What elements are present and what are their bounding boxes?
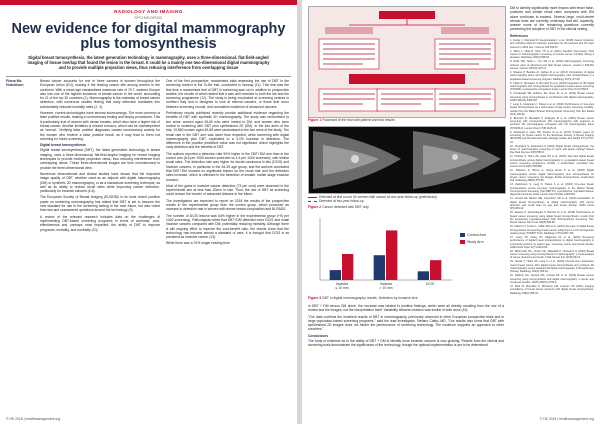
paragraph: The investigators are expected to report on 2018 the results of the prospective results in the experimental group than the control group, which produced an increase in detection rate in women with dense breast composition and BI-RADS. <box>166 198 289 212</box>
figure-1-caption-text: Flowchart of the trial with patient and trial results <box>322 118 395 122</box>
reference-item: 16. Gilbert FJ, Tucker L, Gillan MG et al. (2015) Accuracy of digital breast tomosynthesis for depicting breast cancer subgroups in a UK retrospective reading study (TOMMY Trial). Radiology 277(3):697-706. <box>510 225 594 235</box>
reference-item: 13. Zackrisson S, Lang K, Rosso A et al. (2018) One-view breast tomosynthesis versus two-view mammography in the Malmo Breast Tomosynthesis Screening Trial (MBTST): a prospective, population-based, diagnostic accuracy study. Lancet Oncol 19(11):1493-503. <box>510 183 594 197</box>
section-label: RADIOLOGY AND IMAGING <box>114 9 183 14</box>
lesion-left <box>351 155 359 163</box>
header-bar <box>0 0 297 5</box>
reference-item: 12. Pattacini P, Nitrosi A, Giorgi Rossi P et al. (2018) Digital mammography versus digital mammography plus tomosynthesis for breast cancer screening: the Reggio Emilia tomosynthesis randomized trial. Radiology 288(2):375-85. <box>510 169 594 183</box>
legend-item-2-label: Detected at two-year follow-up <box>319 199 364 203</box>
reference-item: 8. Bernardi D, Macaskill P, Pellegrini M et al. (2016) Breast cancer screening with tomosynthesis (3D mammography) with acquired or synthetic 2D mammography compared with 2D mammography alone (STORM-2). Lancet Oncol 17(8):1105-13. <box>510 116 594 130</box>
x-tick-label: > 10 mm <box>379 286 393 290</box>
figure-1-flowchart <box>308 6 506 118</box>
reference-item: 14. Conant EF, Barlow WE, Herschorn SD et al. (2019) Association of digital breast tomosynthesis vs digital mammography with cancer detection and recall rates by age and breast density. JAMA Oncol 5(5):635-42. <box>510 197 594 211</box>
subheading: Digital breast tomosynthesis <box>40 143 86 148</box>
article-title: New evidence for digital mammography plus tomosynthesis <box>11 21 286 52</box>
reference-item: 3. Duffy SW, Tabar L, Yen AM et al. (2020) Mammography screening reduces rates of advanced and fatal breast cancers: results in 549,091 women. Cancer 126(13):2971-9. <box>510 60 594 71</box>
author-byline: Fiona Mc Hutchison <box>6 79 24 88</box>
paragraph: The authors reported a detection rate 90% higher in the DBT+DM arm than in the control arm (8.6 per 1000 women screened vs 4.5 per 1000 screened), with similar recall rates. The detection rate was higher for ductal carcinoma in situ (DCIS) and invasive cancers, in particular in the 45-49 age group, and the authors concluded that DBT+DM showed no significant impact on the recall rate and the detection rates increase, which is reflected in the detection of smaller, earlier-stage invasive tumours. <box>166 151 289 182</box>
figure-2-images <box>308 126 506 194</box>
reference-item: 15. Skaane P, Sebuodegard S, Bandos AI et al. (2018) Performance of breast cancer screening using digital breast tomosynthesis: results from the prospective population-based Oslo Tomosynthesis Screening Trial. Breast Cancer Res Treat 169(3):489-96. <box>510 211 594 225</box>
paragraph: in DBT + DM versus DM alone, the increase was related to positive findings, which were all directly resulting from the use of a review and the images, not the interpretation itself. Variability between readers was similar in both arms (14). <box>308 304 504 313</box>
left-page <box>0 0 297 424</box>
flowchart-graphic <box>309 7 505 117</box>
paragraph: A review of the relevant research includes data on the challenges of implementing DBT-based screening programs in terms of workload, cost-effectiveness and, perhaps most important, the ability of DBT to improve prognosis, mortality, and morbidity (10). <box>40 214 160 232</box>
paragraph: However, current technologies have several shortcomings. The most common is false positive results, leading to unnecessary testing and biopsy procedures. This is particularly true of women with dense breasts, which also have a higher risk of breast cancer. Another limitation is missed tumours, which can be misinterpreted as 'normal'. Verifying false positive diagnoses causes unnecessary anxiety for the women who receive a false positive result, as it may lead to them not returning for future screening. <box>40 111 160 141</box>
paragraph: The European Society of Breast Imaging (EUSOBI) in its most recent position paper on screening mammography has stated that DBT is set to become the new standard for use in the screening setting in the near future, but also noted that new and unanswered questions around the technology (9). <box>40 195 160 213</box>
paragraph: "Our data confirms the excellent results of DBT in mammography, previously observed in other European prospective trials and in large population-based screening programs," said the lead investigator, Stefano Ciatto, MD. "Our results also show that DBT with synthesised 2D images does not hinder the performance of screening technology. The evidence supports an approach to other countries." <box>308 314 504 332</box>
reference-item: 19. Hovda T, Holen AS, Lang K et al. (2020) Interval and consecutive round breast cancer after digital breast tomosynthesis and synthetic 2D mammography versus standard 2D digital mammography in BreastScreen Norway. Radiology 294(2):256-64. <box>510 260 594 274</box>
legend-swatch-0 <box>460 233 465 237</box>
figure-3-label: Figure 3 <box>308 296 322 300</box>
subheading: Conclusions <box>308 333 329 338</box>
legend-label-0: Control Arm <box>467 233 486 237</box>
reference-item: 11. Hofvind S, Holen AS, Aase HS et al. (2019) Two-view digital breast tomosynthesis versus digital mammography in a population-based breast cancer screening programme (To-Be): a randomised, controlled trial. Lancet Oncol 20(6):795-805. <box>510 155 594 169</box>
figure-3-caption <box>308 296 504 300</box>
standfirst: Digital breast tomosynthesis, the latest generation technology in mammography, uses a three-dimensional, flat-field-angled imaging of tissue overlap that found the lesion in the breast. It could be a mainly one two-dimensional digital mammography and to provide multiple projection views, thus reducing interference from overlapping tissue <box>27 55 270 71</box>
paragraph: The body of evidence as to the ability of DBT + DM to identify more invasive cancers is now growing. Results from the clinical and screening trials demonstrate the significance of the technology, though the optimal implementation is yet to be determined. <box>308 339 504 348</box>
figure-2-caption-text: Cancer detected with DBT only <box>322 205 369 209</box>
mammogram-graphic <box>309 127 505 193</box>
flow-box-left <box>325 27 373 34</box>
paragraph: Preliminary results published recently provide additional evidence regarding the benefits of DBT with synthetic 2D mammography. The study was randomised to two arms: women aged 45-69 who were invited to DM, and women who were invited to screening with DBT plus synthesised 2D (DM). In the two arms of the trial, 19,560 women aged 45-69 were randomised to the two arms of the study. The recall rate in the DBT arm was lower than expected, while screening with digital mammography plus DBT, equivalent to a 4.1% increase in detection. The difference in the positive predictive value was not significant, which highlights the early detection and the benefits of DBT. <box>166 111 289 150</box>
right-page <box>302 0 600 424</box>
references-heading: References <box>510 33 529 38</box>
reference-item: 6. Friedewald SM, Rafferty EA, Rose SL et al. (2014) Breast cancer screening using tomosynthesis in combination with digital mammography. JAMA 311(24):2499-507. <box>510 92 594 102</box>
paragraph: Breast cancer accounts for one in three cancers in women throughout the European Union (EU), making it the leading cancer site among women in the continent. With a mean age standardised incidence rate of 79.7, western Europe also has one of the highest incidence of breast cancer in the world, accounting for 21 of the top 30 countries (1). Mammography is the mainstay of breast cancer detection, with numerous studies finding that early detection translates into substantially reduced mortality rates (2, 3). <box>40 79 160 109</box>
figure-1-caption <box>308 118 504 122</box>
bar-control-arm-0 <box>330 270 341 280</box>
paragraph: Digital breast tomosynthesis (DBT), the latest generation technology in breast imaging, uses a three-dimensional, flat-field-angled imaging for breast imaging techniques to provide multiple projection views, thus reducing interference from overlapping tissue. These three-dimensional images are then reconstructed to provide the three-dimensional view. <box>40 148 160 170</box>
bar-control-arm-1 <box>374 255 385 280</box>
bar-study-arm-1 <box>386 230 397 280</box>
legend-item-2 <box>308 199 504 203</box>
bar-control-arm-2 <box>418 271 429 280</box>
reference-item: 17. Lowry KP, Coley RY, Miglioretti DL et al. (2020) Screening performance of digital breast tomosynthesis vs digital mammography in community practice by patient age, screening round, and breast density. JAMA Netw Open 3(7):e2011792. <box>510 235 594 249</box>
paragraph: The number of DCIS lesions was 64% higher in the experimental group (+9) per 1000 screening). Pathologists noted that DBT+DM detected more DCIS and small invasive cancers compared with DM, potentially reducing mortality. Although there is still ongoing effort to improve the cost-benefit ratio, the results show that the technology has become almost a standard of care; it is thought that DCIS is as prevalent as invasive cancer (13). <box>166 213 289 240</box>
legend-label-1: Study Arm <box>467 240 484 244</box>
body-column-1 <box>40 79 160 409</box>
reference-item: 18. Marinovich ML, Hunter KE, Macaskill P, Houssami N (2018) Breast cancer screening using tomosynthesis or mammography: a meta-analysis of cancer detection and recall. J Natl Cancer Inst 110(9):942-9. <box>510 249 594 260</box>
reference-item: 21. Bahl M, Mercaldo S, McCarthy AM, Lehman CD (2021) Imaging surveillance of breast cancer survivors with digital breast tomosynthesis. Radiology 298(2):308-16. <box>510 285 594 295</box>
references-list <box>510 39 594 295</box>
flow-box-merge <box>349 74 465 84</box>
flow-box-top <box>379 11 435 19</box>
figure-3-caption-text: DBT in digital mammography results. Detection by invasive size <box>322 296 418 300</box>
reference-item: 20. Rafferty EA, Durand MA, Conant EF et al. (2016) Breast cancer screening using tomosynthesis and digital mammography in dense and nondense breasts. JAMA 315(16):1784-6. <box>510 274 594 285</box>
legend-item-1-label: Detected at first round: 60 women with cancer at one-year follow-up (preliminary) <box>319 195 438 199</box>
figure-2-legend <box>308 195 504 203</box>
x-tick-label: ≤ 10 mm <box>335 286 349 290</box>
right-body-column <box>308 304 504 412</box>
reference-item: 4. Skaane P, Bandos AI, Gullien R et al. (2013) Comparison of digital mammography alone and digital mammography plus tomosynthesis in a population-based screening program. Radiology 267(1):47-56. <box>510 70 594 81</box>
side-intro: DM to identify significantly more lesions with fewer false-positives and similar recall rates compared with DM alone continues to expand. Several large, multi-centre clinical trials are currently underway that will, hopefully, answer some of the remaining questions currently preventing the adoption of DBT in the clinical setting. <box>510 6 594 32</box>
x-tick-label: DCIS <box>425 282 435 286</box>
flow-box-right <box>441 27 489 34</box>
lesion-right <box>452 154 458 160</box>
footer-right: © HE 2018 | healthmanagement.org <box>539 417 594 421</box>
x-tick-prefix: Invasive <box>335 282 349 286</box>
bar-study-arm-0 <box>342 254 353 280</box>
figure-1-label: Figure 1 <box>308 118 322 122</box>
sponsored-label: SPONSORED <box>134 15 163 20</box>
footer-left: © HE 2018 | healthmanagement.org <box>6 417 61 421</box>
figure-3-chart-box <box>308 212 504 294</box>
paragraph: Most of the gains in invasive cancer detection (73 per cent) were observed in the experimental arm at less than 20mm in size. Thus, the use of DBT as screening could reduce the burden of advanced disease in the future. <box>166 183 289 197</box>
legend-swatch-1 <box>460 240 465 244</box>
reference-item: 10. Houssami N, Zackrisson S (2018) Digital breast tomosynthesis: the future of mammography screening or much ado about nothing? Expert Rev Med Devices 10(5):583-5. <box>510 144 594 155</box>
figure-2-label: Figure 2 <box>308 205 322 209</box>
reference-item: 1. Ferlay J, Colombet M, Soerjomataram I et al. (2018) Cancer incidence and mortality patterns in Europe: Estimates for 40 countries and 25 major cancers in 2018. Eur J Cancer 103:356-87. <box>510 39 594 49</box>
figure-2-caption <box>308 205 504 209</box>
paragraph: Numerous observational and clinical studies have shown that the improved image quality of DBT, whether used as an adjunct with digital mammography (DM) or synthetic 2D mammography, or as a standalone screening technique, as well as its ability to reduce recall rates while improving cancer detection, particularly for invasive cancers (4-8). <box>40 171 160 194</box>
bar-study-arm-2 <box>430 260 441 280</box>
reference-item: 9. Sardanelli F, Aase HS, Alvarez M et al. (2017) Position paper on screening for breast cancer by the European Society of Breast Imaging (EUSOBI) and 30 national breast radiology bodies. Eur Radiol 27(7):2737-43. <box>510 130 594 144</box>
reference-item: 7. Lang K, Andersson I, Rosso A et al. (2016) Performance of one-view breast tomosynthesis as a stand-alone breast cancer screening modality: results from the Malmo Breast Tomosynthesis Screening Trial. Eur Radiol 26(1):184-90. <box>510 102 594 116</box>
paragraph: One of the first prospective, randomised trials assessing the use of DBT in the screening context is the To-Be trial, conducted in Norway (11). This trial was the first time a randomised trial of DBT in screening was run in addition to prospective studies, the results of which stated that it was well received to both the lab and the screening programme (12). The study is being conducted at screening centres in northern Italy and is designed to look at interval cancers, or those that occur between screening rounds, and cumulative incidence of advanced cancers. <box>166 79 289 109</box>
bar-chart <box>308 212 504 294</box>
reference-item: 5. Ciatto S, Houssami N, Bernardi D et al. (2013) Integration of 3D digital mammography with tomosynthesis for population breast-cancer screening (STORM): a prospective comparison study. Lancet Oncol 14(7):583-9. <box>510 81 594 92</box>
right-side-column <box>510 6 594 416</box>
reference-item: 2. Tabar L, Vitak B, Chen TH et al. (2011) Swedish Two-County Trial: impact of mammographic screening on breast cancer mortality during 3 decades. Radiology 260(3):658-63. <box>510 49 594 60</box>
paragraph: While there was a 70% longer reading time <box>166 241 230 246</box>
divider <box>6 76 291 77</box>
x-tick-prefix: Invasive <box>379 282 393 286</box>
body-column-2 <box>166 79 289 409</box>
